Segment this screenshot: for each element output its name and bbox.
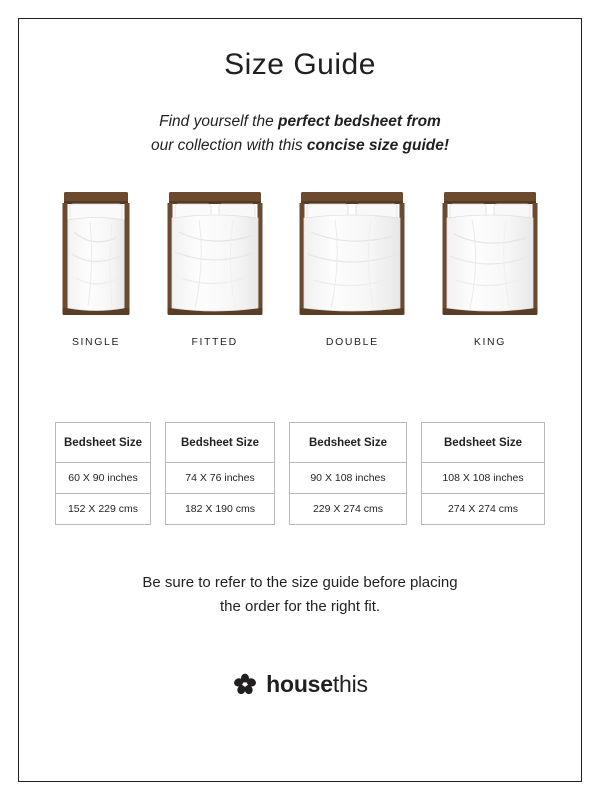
size-card-single — [55, 422, 151, 525]
size-card-inches: 60 X 90 inches — [56, 463, 150, 494]
brand-logo — [232, 671, 368, 698]
size-card-fitted — [165, 422, 275, 525]
size-card-heading: Bedsheet Size — [166, 423, 274, 463]
bed-label-fitted: FITTED — [191, 336, 238, 349]
bed-cell-double — [297, 192, 407, 348]
brand-word-house: house — [266, 671, 333, 698]
bed-illustration-double — [297, 192, 407, 320]
page-subtitle — [151, 110, 449, 158]
bed-cell-fitted — [165, 192, 265, 348]
size-card-cms: 182 X 190 cms — [184, 503, 256, 516]
bed-illustration-fitted — [165, 192, 265, 320]
footnote-line1: Be sure to refer to the size guide before placing — [142, 574, 458, 592]
size-card-inches: 108 X 108 inches — [422, 463, 544, 494]
bed-label-single: SINGLE — [71, 336, 121, 349]
brand-wordmark — [266, 671, 368, 698]
bed-cell-single — [60, 192, 132, 348]
subtitle-line1-bold: perfect bedsheet from — [278, 113, 441, 130]
clover-flower-icon — [232, 672, 258, 698]
size-card-inches: 90 X 108 inches — [290, 463, 406, 494]
bed-illustrations — [60, 192, 540, 348]
size-card-double — [289, 422, 407, 525]
size-card-heading: Bedsheet Size — [56, 423, 150, 463]
size-card-inches: 74 X 76 inches — [166, 463, 274, 494]
size-card-cms: 152 X 229 cms — [67, 503, 139, 516]
brand-word-this: this — [332, 671, 368, 698]
page-title: Size Guide — [224, 48, 376, 81]
size-card-cms: 274 X 274 cms — [447, 503, 519, 516]
size-card-cms: 229 X 274 cms — [312, 503, 384, 516]
bed-label-double: DOUBLE — [325, 336, 379, 349]
bed-cell-king — [440, 192, 540, 348]
subtitle-line1-plain: Find yourself the — [159, 113, 279, 130]
subtitle-line2-bold: concise size guide! — [306, 137, 450, 155]
bed-illustration-single — [60, 192, 132, 320]
size-card-heading: Bedsheet Size — [290, 423, 406, 463]
bed-illustration-king — [440, 192, 540, 320]
size-card-king — [421, 422, 545, 525]
subtitle-line2-plain: our collection with this — [150, 137, 307, 155]
footnote-line2: the order for the right fit. — [219, 598, 381, 616]
bed-label-king: KING — [473, 336, 506, 349]
size-card-heading: Bedsheet Size — [422, 423, 544, 463]
size-cards — [55, 422, 545, 525]
footnote — [142, 571, 457, 619]
